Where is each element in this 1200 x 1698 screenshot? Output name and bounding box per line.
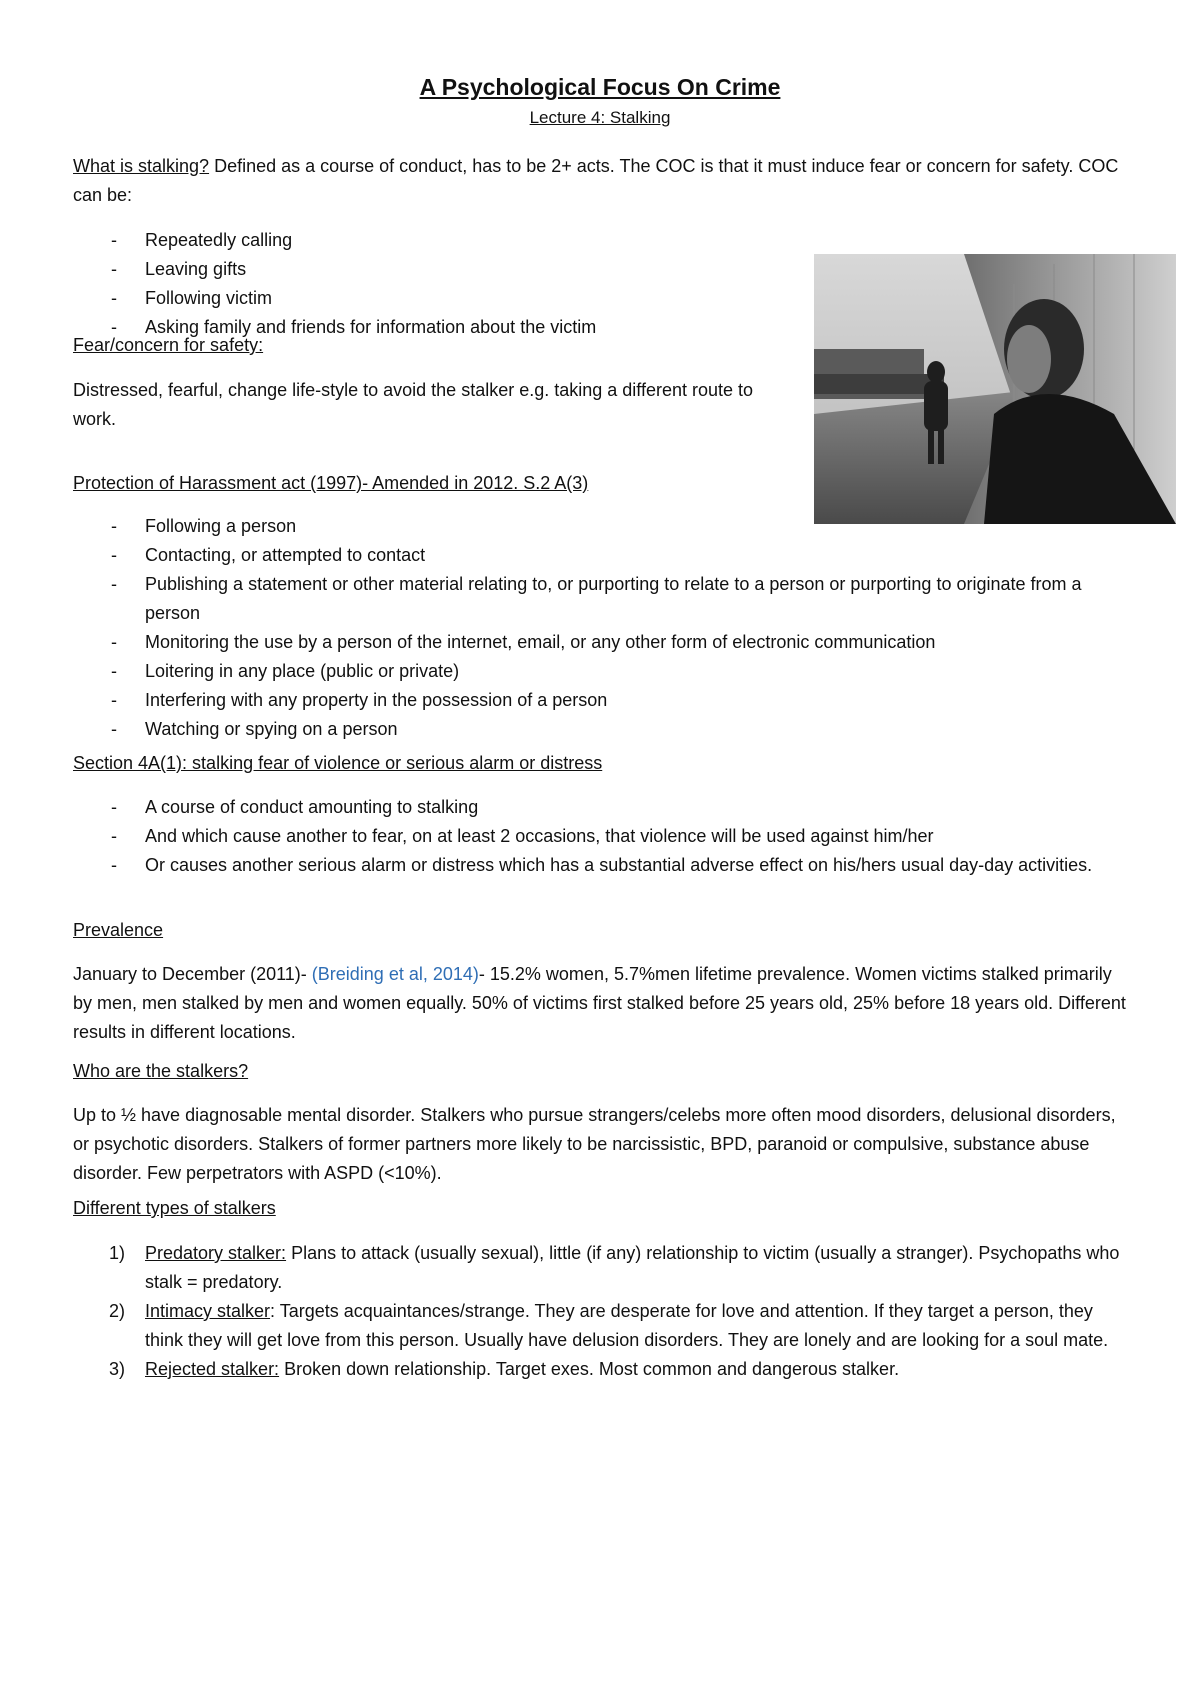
stalking-photo (814, 254, 1176, 524)
list-item: - Following victim (73, 284, 793, 313)
list-marker: 3) (109, 1359, 126, 1379)
act-list (73, 512, 1133, 744)
list-item: - And which cause another to fear, on at least 2 occasions, that violence will be used against him/her (73, 822, 1133, 851)
type-text: Plans to attack (usually sexual), little (if any) relationship to victim (usually a stranger). Psychopaths who stalk = predatory. (145, 1243, 1120, 1292)
list-item: - Contacting, or attempted to contact (73, 541, 1133, 570)
stalkers-paragraph: Up to ½ have diagnosable mental disorder. Stalkers who pursue strangers/celebs more often mood disorders, delusional disorders, or psychotic disorders. Stalkers of former partners more likely to be narcissistic, BPD, paranoid or compulsive, substance abuse disorder. Few perpetrators with ASPD (<10%). (73, 1105, 1116, 1183)
prevalence-citation: (Breiding et al, 2014) (311, 964, 479, 984)
type-label: Intimacy stalker (145, 1301, 271, 1321)
page-subtitle: Lecture 4: Stalking (529, 108, 671, 127)
intro-text: Defined as a course of conduct, has to be 2+ acts. The COC is that it must induce fear or concern for safety. COC can be: (73, 156, 1119, 205)
intro-paragraph (73, 152, 1133, 210)
list-item: - Monitoring the use by a person of the internet, email, or any other form of electronic communication (73, 628, 1133, 657)
list-item: - Leaving gifts (73, 255, 793, 284)
list-item: - Watching or spying on a person (73, 715, 1133, 744)
type-label: Predatory stalker: (145, 1243, 287, 1263)
prevalence-text-before: January to December (2011)- (73, 964, 312, 984)
prevalence-text-after: - 15.2% women, 5.7%men lifetime prevalence. Women victims stalked primarily by men, men stalked by men and women equally. 50% of victims first stalked before 25 years old, 25% before 18 years old. Different results in different locations. (73, 964, 1126, 1042)
list-item: - Following a person (73, 512, 1133, 541)
list-marker: 2) (109, 1301, 126, 1321)
list-item: - Interfering with any property in the possession of a person (73, 686, 1133, 715)
list-item (73, 1297, 1133, 1355)
type-text: Broken down relationship. Target exes. Most common and dangerous stalker. (279, 1359, 900, 1379)
type-label: Rejected stalker: (145, 1359, 280, 1379)
list-item: - Asking family and friends for information about the victim (73, 313, 793, 342)
list-item: - A course of conduct amounting to stalking (73, 793, 1133, 822)
list-item (73, 1239, 1133, 1297)
list-item: - Repeatedly calling (73, 226, 793, 255)
coc-list (73, 226, 793, 342)
prevalence-paragraph (73, 960, 1133, 1047)
types-list (73, 1239, 1133, 1384)
types-heading: Different types of stalkers (73, 1198, 276, 1218)
type-text: : Targets acquaintances/strange. They are desperate for love and attention. If they target a person, they think they will get love from this person. Usually have delusion disorders. They are lonely and are looking for a soul mate. (145, 1301, 1109, 1350)
list-item (73, 1355, 1133, 1384)
prevalence-heading: Prevalence (73, 920, 164, 940)
fear-paragraph: Distressed, fearful, change life-style to avoid the stalker e.g. taking a different route to work. (73, 380, 754, 429)
page-title: A Psychological Focus On Crime (419, 74, 781, 100)
section4a-list (73, 793, 1133, 880)
list-item: - Loitering in any place (public or private) (73, 657, 1133, 686)
list-marker: 1) (109, 1243, 126, 1263)
stalkers-heading: Who are the stalkers? (73, 1061, 249, 1081)
list-item: - Or causes another serious alarm or distress which has a substantial adverse effect on his/hers usual day-day activities. (73, 851, 1133, 880)
act-heading: Protection of Harassment act (1997)- Amended in 2012. S.2 A(3) (73, 473, 589, 493)
list-item: - Publishing a statement or other material relating to, or purporting to relate to a person or purporting to originate from a person (73, 570, 1133, 628)
fear-heading: Fear/concern for safety: (73, 335, 264, 355)
intro-question: What is stalking? (73, 156, 210, 176)
section4a-heading: Section 4A(1): stalking fear of violence or serious alarm or distress (73, 753, 603, 773)
